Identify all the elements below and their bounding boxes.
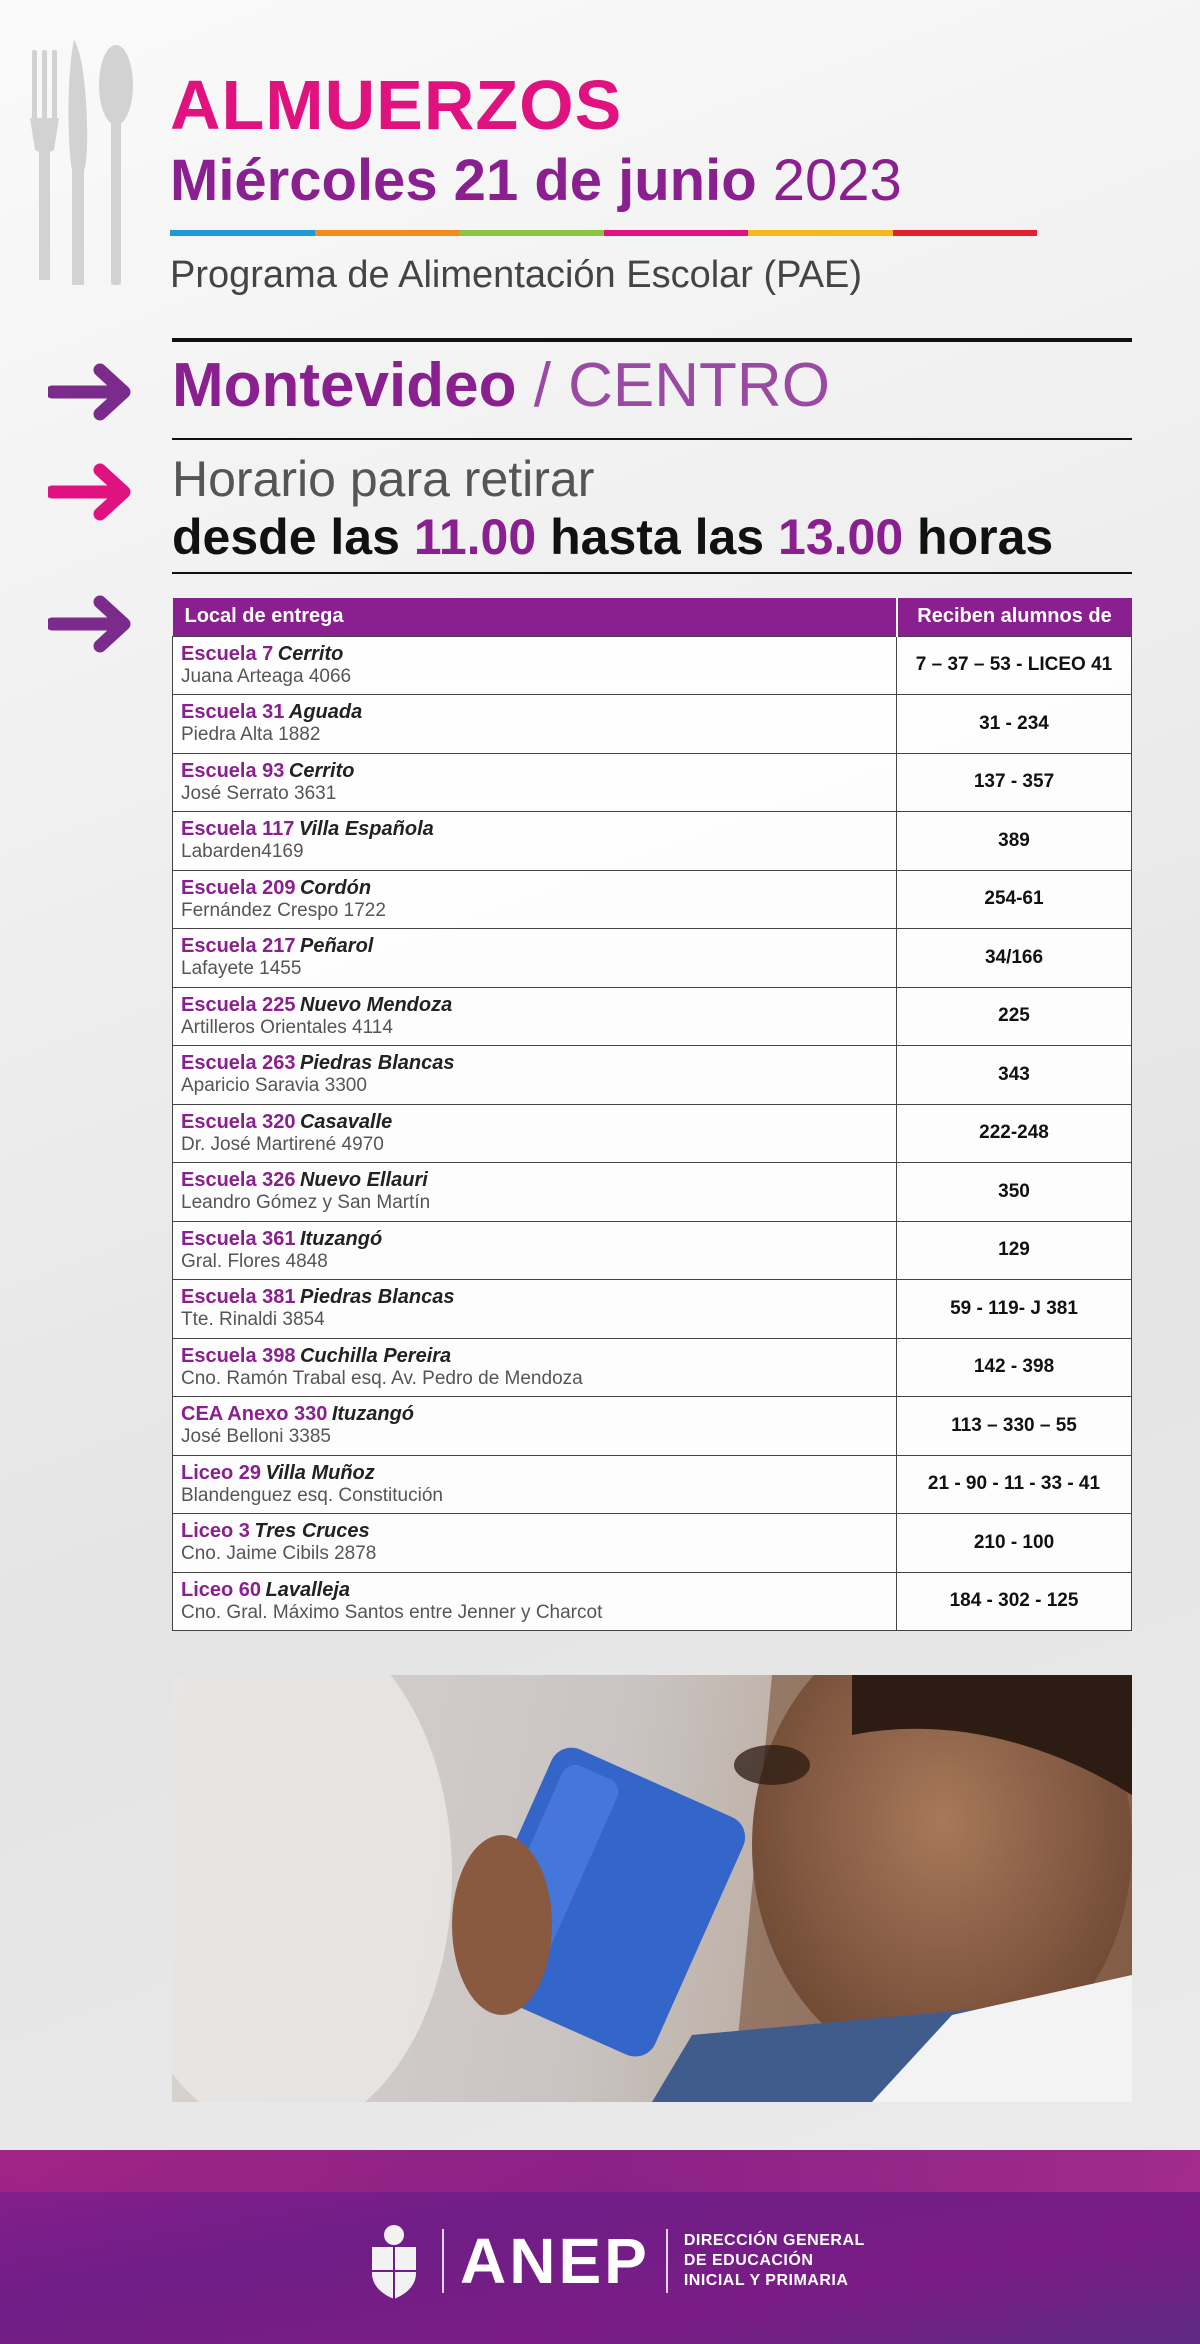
address-text: Piedra Alta 1882 <box>181 724 321 746</box>
cutlery-icon <box>26 40 146 290</box>
table-row <box>173 929 1132 988</box>
school-name: Escuela 31 <box>181 701 285 724</box>
school-name: Escuela 263 <box>181 1052 296 1075</box>
department-line: INICIAL Y PRIMARIA <box>683 2272 849 2289</box>
receives-cell: 7 – 37 – 53 - LICEO 41 <box>897 636 1132 695</box>
school-name: Escuela 361 <box>181 1227 296 1250</box>
address-text: Fernández Crespo 1722 <box>181 899 386 921</box>
neighborhood-name: Piedras Blancas <box>299 1052 455 1075</box>
receives-cell: 210 - 100 <box>897 1514 1132 1573</box>
schedule-start: 11.00 <box>413 509 537 565</box>
color-bar-segment <box>893 230 1038 236</box>
location-cell <box>173 987 897 1046</box>
receives-cell: 184 - 302 - 125 <box>897 1572 1132 1631</box>
receives-cell: 21 - 90 - 11 - 33 - 41 <box>897 1455 1132 1514</box>
location-cell <box>173 636 897 695</box>
neighborhood-name: Cuchilla Pereira <box>299 1344 452 1367</box>
child-drinking-photo <box>172 1675 1132 2102</box>
photo-illustration <box>172 1675 1132 2102</box>
location-cell <box>173 1572 897 1631</box>
table-row <box>173 1397 1132 1456</box>
table-row <box>173 1572 1132 1631</box>
neighborhood-name: Piedras Blancas <box>299 1286 455 1309</box>
address-text: Tte. Rinaldi 3854 <box>181 1309 325 1331</box>
neighborhood-name: Peñarol <box>299 935 374 958</box>
color-bar-segment <box>315 230 460 236</box>
color-bar-segment <box>604 230 749 236</box>
table-row <box>173 1338 1132 1397</box>
schedule-end: 13.00 <box>778 509 904 565</box>
address-text: Dr. José Martirené 4970 <box>181 1133 384 1155</box>
table-row <box>173 870 1132 929</box>
table-row <box>173 1514 1132 1573</box>
receives-cell: 142 - 398 <box>897 1338 1132 1397</box>
location-cell <box>173 812 897 871</box>
neighborhood-name: Nuevo Ellauri <box>299 1169 428 1192</box>
table-row <box>173 1046 1132 1105</box>
receives-cell: 254-61 <box>897 870 1132 929</box>
address-text: Gral. Flores 4848 <box>181 1250 328 1272</box>
neighborhood-name: Ituzangó <box>299 1227 383 1250</box>
address-text: Lafayete 1455 <box>181 958 302 980</box>
address-text: Labarden4169 <box>181 841 304 863</box>
receives-cell: 389 <box>897 812 1132 871</box>
table-row <box>173 636 1132 695</box>
location-cell <box>173 929 897 988</box>
location-cell <box>173 695 897 754</box>
neighborhood-name: Aguada <box>288 701 363 724</box>
location-cell <box>173 870 897 929</box>
table-row <box>173 1221 1132 1280</box>
address-text: Artilleros Orientales 4114 <box>181 1016 393 1038</box>
receives-cell: 225 <box>897 987 1132 1046</box>
city-name: Montevideo <box>172 351 517 420</box>
divider <box>172 438 1132 440</box>
table-header <box>173 598 1132 636</box>
neighborhood-name: Cordón <box>299 876 372 899</box>
table-row <box>173 987 1132 1046</box>
neighborhood-name: Villa Española <box>298 818 434 841</box>
receives-cell: 34/166 <box>897 929 1132 988</box>
location-cell <box>173 1221 897 1280</box>
column-header-location: Local de entrega <box>173 598 897 636</box>
school-name: CEA Anexo 330 <box>181 1403 328 1426</box>
schedule-label: Horario para retirar <box>172 451 595 507</box>
school-name: Escuela 320 <box>181 1110 296 1133</box>
school-name: Escuela 398 <box>181 1344 296 1367</box>
neighborhood-name: Cerrito <box>277 642 344 665</box>
school-name: Liceo 60 <box>181 1578 262 1601</box>
school-name: Escuela 209 <box>181 876 296 899</box>
schedule-middle: hasta las <box>550 509 765 565</box>
neighborhood-name: Casavalle <box>299 1110 393 1133</box>
department-line: DE EDUCACIÓN <box>683 2252 814 2269</box>
color-bar-segment <box>748 230 893 236</box>
region-name: CENTRO <box>568 351 830 420</box>
neighborhood-name: Villa Muñoz <box>265 1461 375 1484</box>
arrow-right-icon <box>48 362 143 422</box>
address-text: Aparicio Saravia 3300 <box>181 1075 367 1097</box>
address-text: Juana Arteaga 4066 <box>181 665 352 687</box>
receives-cell: 350 <box>897 1163 1132 1222</box>
footer-band <box>0 2150 1200 2192</box>
school-name: Escuela 7 <box>181 642 274 665</box>
city-heading <box>172 352 830 420</box>
address-text: Cno. Ramón Trabal esq. Av. Pedro de Mendoza <box>181 1367 583 1389</box>
address-text: Leandro Gómez y San Martín <box>181 1192 431 1214</box>
schedule-suffix: horas <box>917 509 1054 565</box>
date-text: Miércoles 21 de junio <box>170 148 757 213</box>
school-name: Liceo 29 <box>181 1461 262 1484</box>
location-cell <box>173 1514 897 1573</box>
table-row <box>173 1163 1132 1222</box>
school-name: Liceo 3 <box>181 1520 250 1543</box>
location-cell <box>173 1104 897 1163</box>
neighborhood-name: Cerrito <box>288 759 355 782</box>
table-row <box>173 695 1132 754</box>
school-name: Escuela 217 <box>181 935 296 958</box>
color-bar-segment <box>459 230 604 236</box>
location-cell <box>173 1163 897 1222</box>
receives-cell: 343 <box>897 1046 1132 1105</box>
receives-cell: 129 <box>897 1221 1132 1280</box>
location-cell <box>173 753 897 812</box>
arrow-right-icon <box>48 594 143 654</box>
schedule-hours <box>172 508 1053 566</box>
column-header-receives: Reciben alumnos de <box>897 598 1132 636</box>
department-name <box>684 2231 865 2291</box>
location-cell <box>173 1397 897 1456</box>
table-row <box>173 1280 1132 1339</box>
anep-logo <box>362 2216 865 2306</box>
region-separator: / <box>533 351 551 420</box>
year-text: 2023 <box>772 148 902 213</box>
address-text: José Belloni 3385 <box>181 1426 331 1448</box>
address-text: Blandenguez esq. Constitución <box>181 1484 443 1506</box>
address-text: Cno. Gral. Máximo Santos entre Jenner y Charcot <box>181 1601 603 1623</box>
delivery-table <box>172 598 1132 1631</box>
school-name: Escuela 381 <box>181 1286 296 1309</box>
location-cell <box>173 1338 897 1397</box>
table-row <box>173 812 1132 871</box>
location-cell <box>173 1046 897 1105</box>
footer <box>0 2150 1200 2344</box>
receives-cell: 31 - 234 <box>897 695 1132 754</box>
location-cell <box>173 1280 897 1339</box>
color-bar <box>170 230 1037 236</box>
neighborhood-name: Nuevo Mendoza <box>299 993 453 1016</box>
receives-cell: 59 - 119- J 381 <box>897 1280 1132 1339</box>
department-line: DIRECCIÓN GENERAL <box>683 2232 865 2249</box>
logo-separator <box>442 2229 444 2293</box>
coat-of-arms-icon <box>362 2221 426 2301</box>
receives-cell: 222-248 <box>897 1104 1132 1163</box>
logo-separator <box>666 2229 668 2293</box>
brand-name: ANEP <box>460 2225 650 2297</box>
school-name: Escuela 225 <box>181 993 296 1016</box>
school-name: Escuela 117 <box>181 818 295 841</box>
arrow-right-icon <box>48 462 143 522</box>
neighborhood-name: Ituzangó <box>331 1403 415 1426</box>
divider <box>172 572 1132 574</box>
date-title <box>170 146 1130 216</box>
header <box>170 66 1130 297</box>
divider <box>172 338 1132 342</box>
page-title: ALMUERZOS <box>170 66 623 144</box>
schedule-prefix: desde las <box>172 509 400 565</box>
address-text: Cno. Jaime Cibils 2878 <box>181 1543 377 1565</box>
address-text: José Serrato 3631 <box>181 782 337 804</box>
neighborhood-name: Tres Cruces <box>254 1520 370 1543</box>
location-cell <box>173 1455 897 1514</box>
receives-cell: 113 – 330 – 55 <box>897 1397 1132 1456</box>
table-row <box>173 1455 1132 1514</box>
school-name: Escuela 93 <box>181 759 285 782</box>
neighborhood-name: Lavalleja <box>265 1578 351 1601</box>
program-name: Programa de Alimentación Escolar (PAE) <box>170 253 863 296</box>
table-row <box>173 753 1132 812</box>
receives-cell: 137 - 357 <box>897 753 1132 812</box>
school-name: Escuela 326 <box>181 1169 296 1192</box>
table-row <box>173 1104 1132 1163</box>
color-bar-segment <box>170 230 315 236</box>
